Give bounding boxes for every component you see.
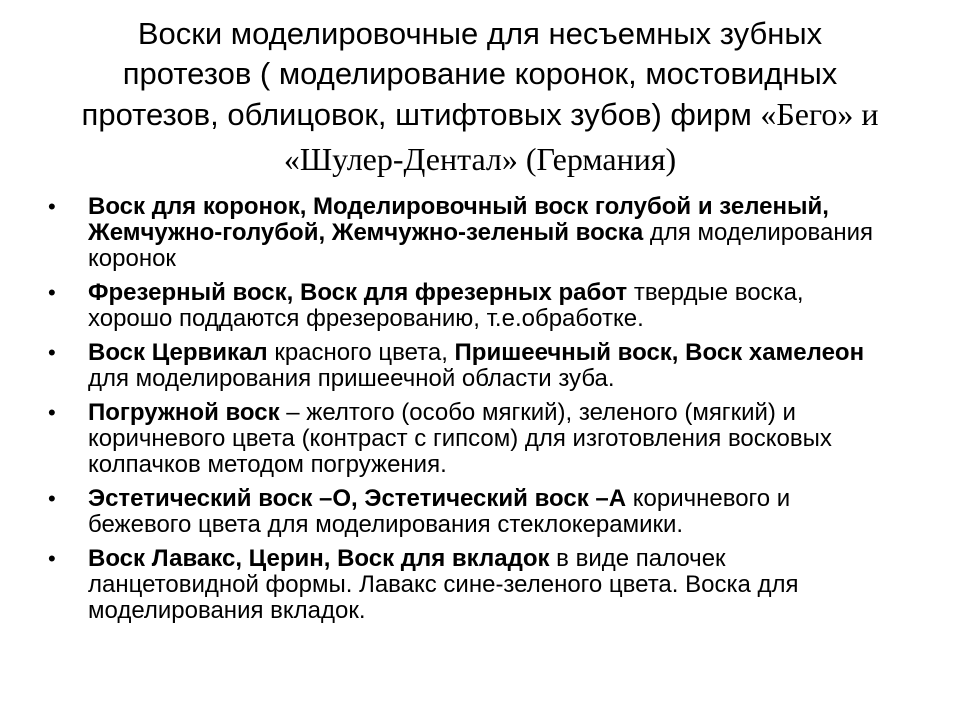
title-line-3-brand: «Бего» и xyxy=(760,96,879,132)
title-line-2: протезов ( моделирование коронок, мостовидных xyxy=(122,56,838,91)
item-text: – желтого (особо мягкий), зеленого (мягкий) и коричневого цвета (контраст с гипсом) для изготовления восковых колпачков методом погружения. xyxy=(88,399,832,478)
title-line-1: Воски моделировочные для несъемных зубных xyxy=(137,16,823,51)
bullet-icon: • xyxy=(48,194,56,219)
bullet-icon: • xyxy=(48,400,56,425)
item-bold-text: Фрезерный воск, Воск для фрезерных работ xyxy=(88,279,628,306)
title-line-4: «Шулер-Дентал» (Германия) xyxy=(283,141,677,177)
item-text: коричневого и бежевого цвета для моделирования стеклокерамики. xyxy=(88,485,791,538)
list-item xyxy=(48,400,878,478)
item-bold-text: Эстетический воск –О, Эстетический воск –А xyxy=(88,485,627,512)
list-item xyxy=(48,340,878,392)
list-item xyxy=(48,486,878,538)
item-bold-text: Погружной воск xyxy=(88,399,280,426)
list-item xyxy=(48,194,878,272)
bullet-icon: • xyxy=(48,486,56,511)
item-text: твердые воска, хорошо поддаются фрезерованию, т.е.обработке. xyxy=(88,279,804,332)
list-item xyxy=(48,280,878,332)
item-text-2: для моделирования пришеечной области зуба. xyxy=(88,365,615,392)
item-bold-text: Воск Лавакс, Церин, Воск для вкладок xyxy=(88,545,550,572)
bullet-icon: • xyxy=(48,546,56,571)
list-item xyxy=(48,546,878,624)
item-text: в виде палочек ланцетовидной формы. Лавакс сине-зеленого цвета. Воска для моделирования вкладок. xyxy=(88,545,799,624)
item-bold-text: Воск для коронок, Моделировочный воск голубой и зеленый, Жемчужно-голубой, Жемчужно-зеленый воска xyxy=(88,193,829,246)
bullet-icon: • xyxy=(48,340,56,365)
item-bold-text: Воск Цервикал xyxy=(88,339,268,366)
slide-title xyxy=(60,14,900,179)
bullet-list xyxy=(48,194,878,632)
item-bold-text-2: Пришеечный воск, Воск хамелеон xyxy=(454,339,865,366)
item-text: красного цвета, xyxy=(267,339,455,366)
title-line-3: протезов, облицовок, штифтовых зубов) фирм xyxy=(81,97,761,132)
bullet-icon: • xyxy=(48,280,56,305)
item-text: для моделирования коронок xyxy=(88,219,873,272)
